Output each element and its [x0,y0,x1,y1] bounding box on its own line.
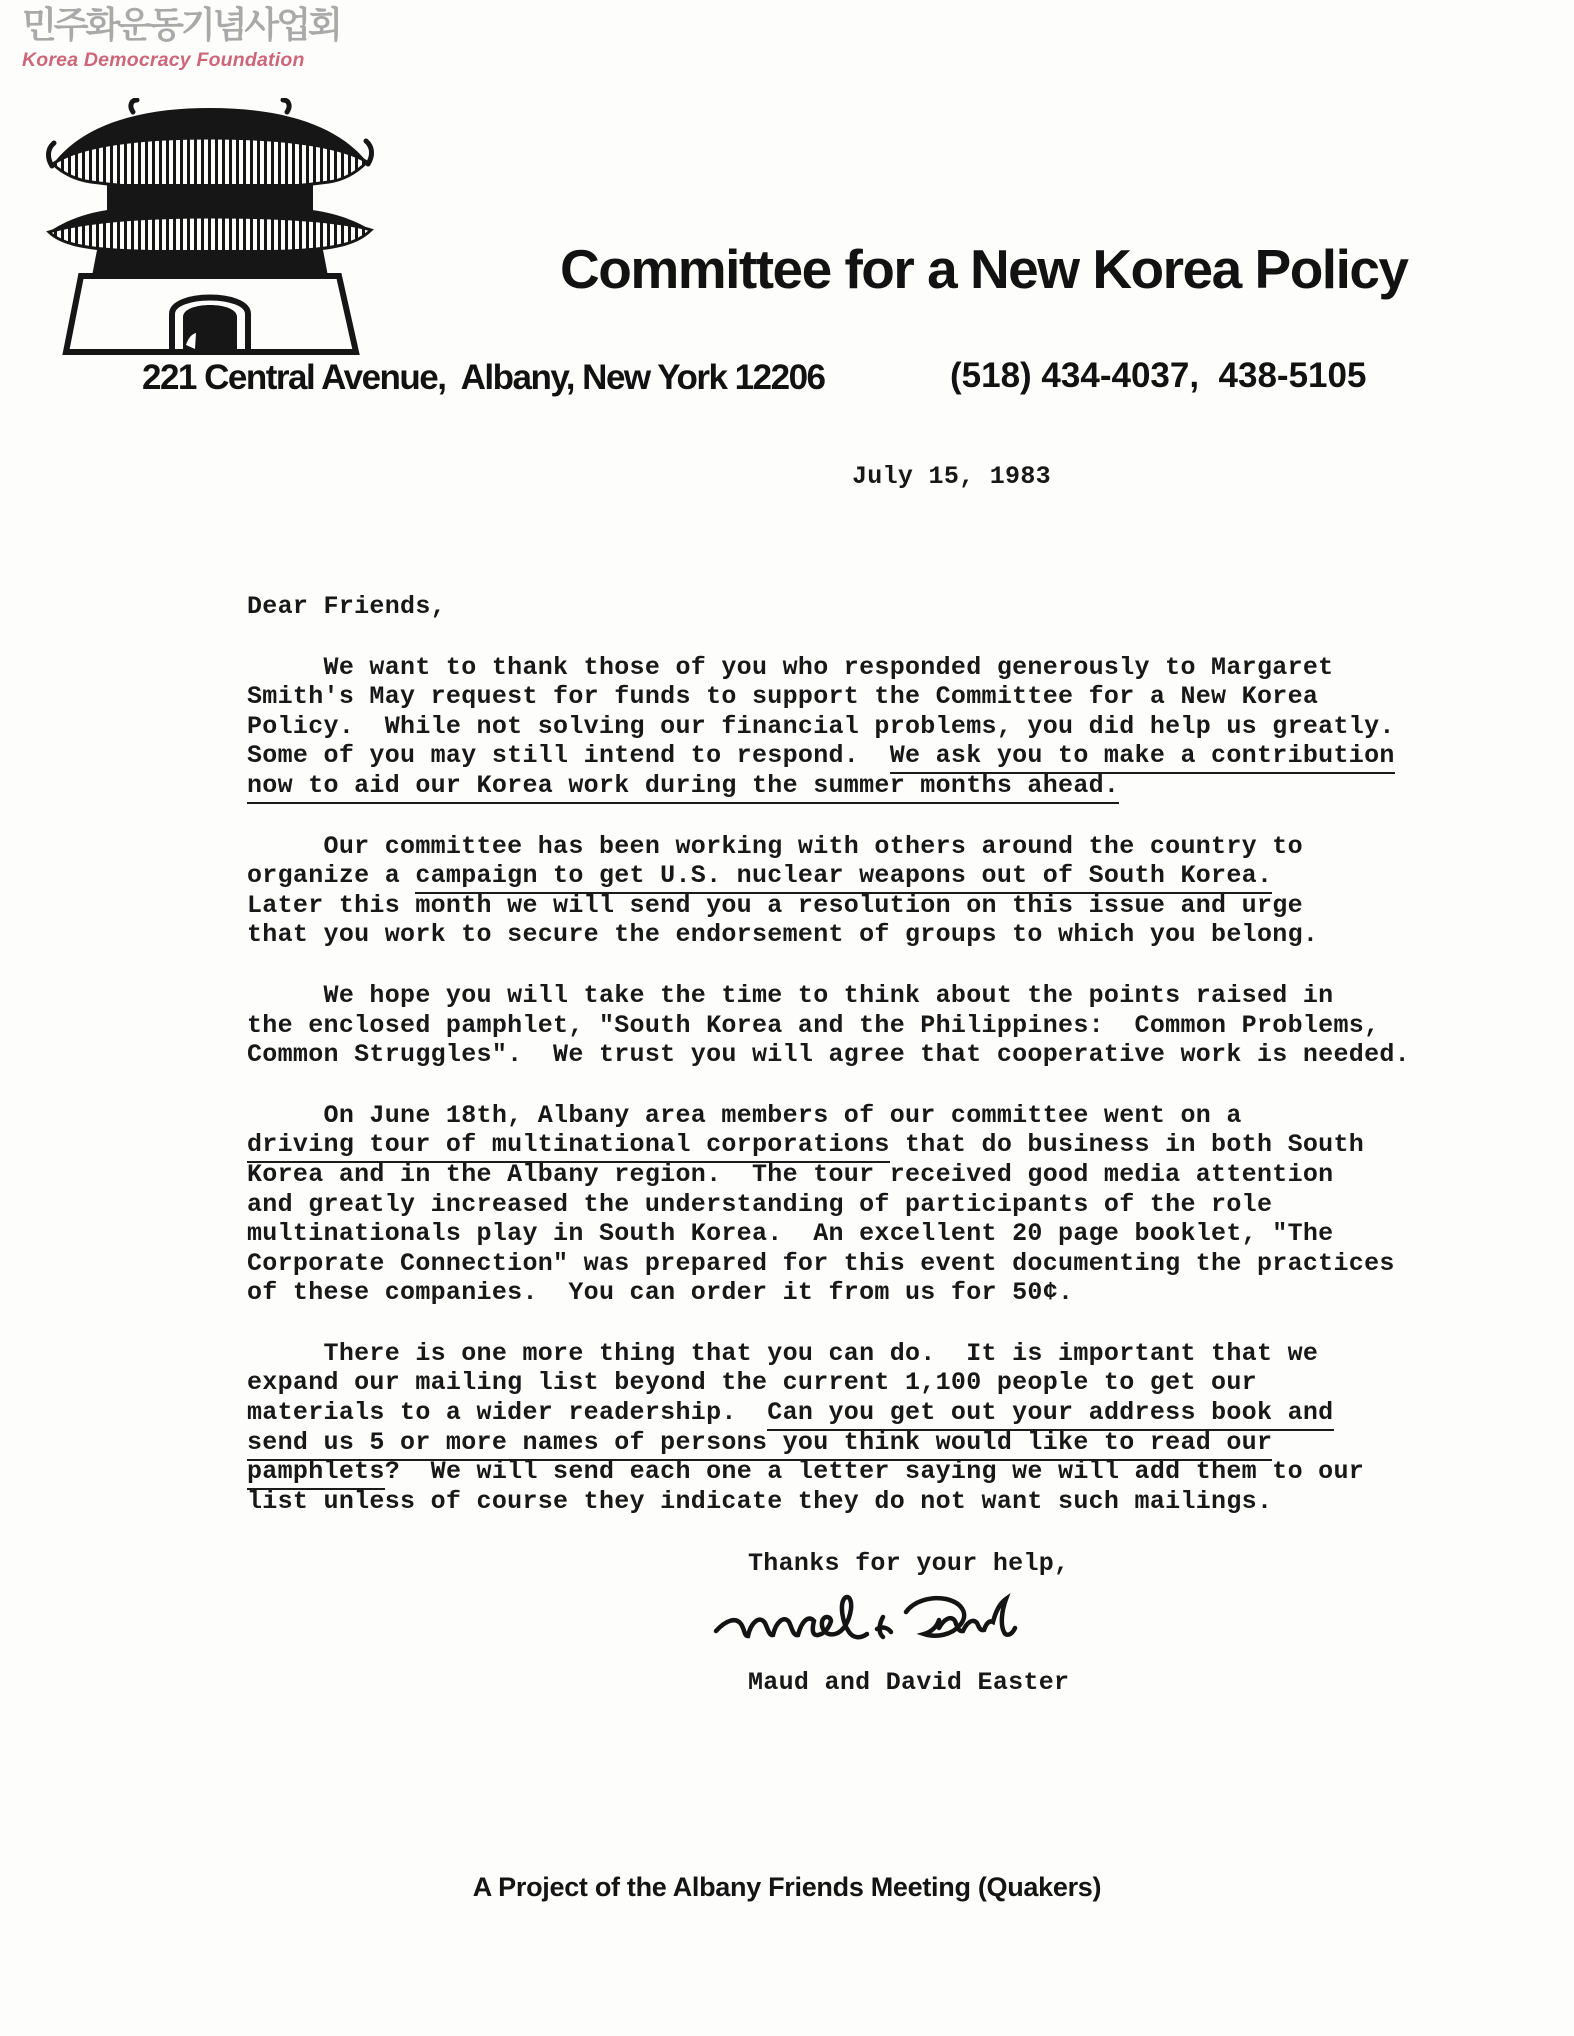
letter-date: July 15, 1983 [852,462,1051,491]
letter-paragraph: We hope you will take the time to think about the points raised in the enclosed pamphlet, "South Korea and the Philippines: Common Problems, Common Struggles". We trust you will agree that cooperative work is needed. [247,980,1410,1070]
letter-body [247,592,1410,1547]
korean-gate-icon [45,98,375,360]
kdf-english-wordmark: Korea Democracy Foundation [22,48,305,71]
signature-name: Maud and David Easter [748,1668,1070,1697]
footer-note: A Project of the Albany Friends Meeting (Quakers) [472,1872,1102,1902]
letter-paragraph: We want to thank those of you who responded generously to Margaret Smith's May request for funds to support the Committee for a New Korea Policy. While not solving our financial problems, you did help us greatly. Some of you may still intend to respond. We ask you to make a contribution now to aid our Korea work during the summer months ahead. [247,653,1410,801]
kdf-korean-wordmark: 민주화운동기념사업회 [22,5,340,46]
handwritten-signature [710,1584,1018,1668]
org-title: Committee for a New Korea Policy [560,238,1408,300]
org-phones: (518) 434-4037, 438-5105 [950,356,1367,395]
letter-paragraph: On June 18th, Albany area members of our committee went on a driving tour of multinational corporations that do business in both South Korea and in the Albany region. The tour received good media attention and greatly increased the understanding of participants of the role multinationals play in South Korea. An excellent 20 page booklet, "The Corporate Connection" was prepared for this event documenting the practices of these companies. You can order it from us for 50¢. [247,1100,1395,1308]
org-address: 221 Central Avenue, Albany, New York 12206 [142,358,825,397]
kdf-logo [22,6,340,72]
letter-paragraph: Our committee has been working with others around the country to organize a campaign to get U.S. nuclear weapons out of South Korea. Later this month we will send you a resolution on this issue and urge that you work to secure the endorsement of groups to which you belong. [247,831,1319,950]
letter-paragraph: There is one more thing that you can do. It is important that we expand our mailing list beyond the current 1,100 people to get our materials to a wider readership. Can you get out your address book and send us 5 or more names of persons you think would like to read our pamphlets? We will send each one a letter saying we will add them to our list unless of course they indicate they do not want such mailings. [247,1338,1365,1516]
salutation: Dear Friends, [247,592,446,621]
letter-paragraphs [247,653,1410,1517]
closing-line: Thanks for your help, [748,1549,1070,1578]
